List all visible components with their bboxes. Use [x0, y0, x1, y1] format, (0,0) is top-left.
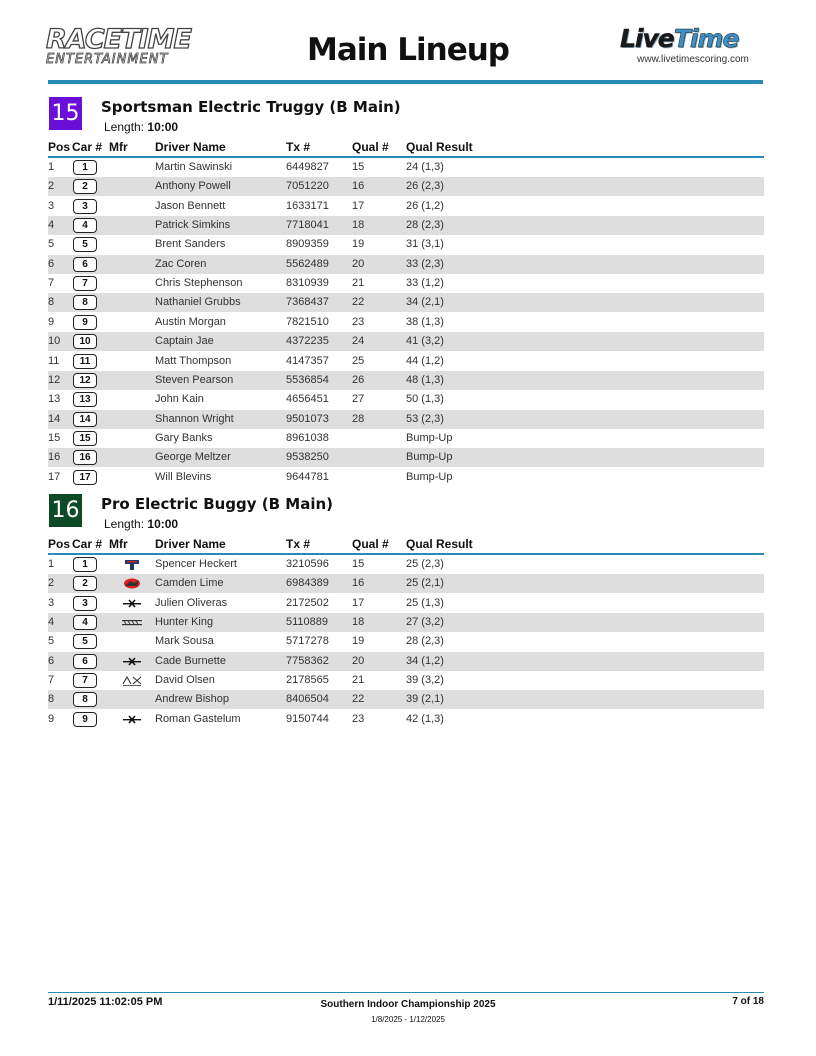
mfr-empty: [121, 413, 143, 426]
lineup-row: [48, 632, 764, 651]
row-pos: 17: [48, 470, 61, 483]
transponder-number: 2172502: [286, 596, 329, 609]
qual-number: 24: [352, 335, 365, 348]
transponder-number: 9501073: [286, 412, 329, 425]
race-length-value: 10:00: [147, 120, 179, 134]
qual-result: 26 (2,3): [406, 180, 444, 193]
qual-number: 25: [352, 354, 365, 367]
transponder-number: 5110889: [286, 616, 329, 629]
row-pos: 10: [48, 335, 61, 348]
lineup-row: [48, 410, 764, 429]
driver-name: Andrew Bishop: [155, 693, 229, 706]
tekno-icon: [121, 616, 143, 629]
transponder-number: 8406504: [286, 693, 329, 706]
row-pos: 1: [48, 161, 55, 173]
car-number-badge: 3: [73, 596, 97, 611]
transponder-number: 8961038: [286, 431, 329, 444]
transponder-number: 7821510: [286, 315, 329, 328]
lineup-row: [48, 468, 764, 487]
lineup-row: [48, 293, 764, 312]
row-pos: 8: [48, 693, 55, 706]
race-title: Pro Electric Buggy (B Main): [101, 495, 334, 513]
car-number-badge: 2: [73, 179, 97, 194]
driver-name: Hunter King: [155, 616, 214, 629]
column-header-mfr: Mfr: [109, 537, 128, 551]
livetime-url: www.livetimescoring.com: [637, 54, 749, 65]
qual-result: 39 (2,1): [406, 693, 444, 706]
mfr-empty: [121, 316, 143, 329]
mfr-empty: [121, 258, 143, 271]
lineup-row: [48, 671, 764, 690]
car-number-badge: 6: [73, 257, 97, 272]
driver-name: Anthony Powell: [155, 180, 231, 193]
transponder-number: 4372235: [286, 335, 329, 348]
column-header-pos: Pos: [48, 140, 71, 154]
driver-name: Will Blevins: [155, 470, 212, 483]
qual-result: 24 (1,3): [406, 161, 444, 173]
mfr-empty: [121, 161, 143, 174]
transponder-number: 2178565: [286, 674, 329, 687]
team-associated-icon: [121, 558, 143, 571]
race-length: [104, 120, 178, 134]
qual-result: 28 (2,3): [406, 635, 444, 648]
transponder-number: 7368437: [286, 296, 329, 309]
lineup-row: [48, 332, 764, 351]
lineup-row: [48, 555, 764, 574]
column-header-car: Car #: [72, 140, 103, 154]
axial-icon: [121, 674, 143, 687]
transponder-number: 1633171: [286, 199, 329, 212]
lineup-row: [48, 177, 764, 196]
footer-event-dates: 1/8/2025 - 1/12/2025: [371, 1015, 445, 1024]
qual-result: 27 (3,2): [406, 616, 444, 629]
column-header-qual: Qual #: [352, 537, 389, 551]
row-pos: 5: [48, 635, 55, 648]
livetime-logo: [620, 24, 766, 65]
car-number-badge: 10: [73, 334, 97, 349]
driver-name: Steven Pearson: [155, 373, 234, 386]
row-pos: 13: [48, 393, 61, 406]
logo-left-line2: ENTERTAINMENT: [46, 52, 169, 67]
mfr-empty: [121, 200, 143, 213]
header-divider: [48, 80, 763, 84]
column-header-car: Car #: [72, 537, 103, 551]
qual-result: 33 (1,2): [406, 277, 444, 290]
transponder-number: 5717278: [286, 635, 329, 648]
lineup-row: [48, 255, 764, 274]
car-number-badge: 5: [73, 237, 97, 252]
qual-number: 22: [352, 693, 365, 706]
driver-name: Shannon Wright: [155, 412, 234, 425]
mfr-empty: [121, 451, 143, 464]
driver-name: Cade Burnette: [155, 654, 226, 667]
logo-left-line1: RACETIME: [46, 24, 191, 55]
car-number-badge: 15: [73, 431, 97, 446]
xray-icon: [121, 597, 143, 610]
driver-name: David Olsen: [155, 674, 215, 687]
column-header-result: Qual Result: [406, 140, 473, 154]
car-number-badge: 9: [73, 315, 97, 330]
qual-result: 53 (2,3): [406, 412, 444, 425]
race-number-badge: 16: [49, 494, 82, 527]
mfr-empty: [121, 432, 143, 445]
qual-result: 28 (2,3): [406, 219, 444, 232]
row-pos: 14: [48, 412, 61, 425]
car-number-badge: 1: [73, 160, 97, 175]
qual-number: 23: [352, 315, 365, 328]
lineup-row: [48, 690, 764, 709]
column-header-tx: Tx #: [286, 140, 311, 154]
driver-name: Patrick Simkins: [155, 219, 231, 232]
transponder-number: 7051220: [286, 180, 329, 193]
row-pos: 3: [48, 596, 55, 609]
row-pos: 15: [48, 431, 61, 444]
qual-result: 41 (3,2): [406, 335, 444, 348]
qual-number: 15: [352, 161, 365, 173]
lineup-row: [48, 216, 764, 235]
driver-name: Mark Sousa: [155, 635, 214, 648]
driver-name: Matt Thompson: [155, 354, 232, 367]
qual-number: 21: [352, 277, 365, 290]
qual-number: 26: [352, 373, 365, 386]
logo-right-b: Time: [673, 24, 739, 53]
qual-result: 50 (1,3): [406, 393, 444, 406]
transponder-number: 8310939: [286, 277, 329, 290]
row-pos: 1: [48, 558, 55, 570]
car-number-badge: 8: [73, 295, 97, 310]
row-pos: 9: [48, 315, 55, 328]
qual-number: 16: [352, 577, 365, 590]
car-number-badge: 5: [73, 634, 97, 649]
qual-result: 44 (1,2): [406, 354, 444, 367]
driver-name: Julien Oliveras: [155, 596, 228, 609]
car-number-badge: 17: [73, 470, 97, 485]
race-length-value: 10:00: [147, 517, 179, 531]
car-number-badge: 4: [73, 218, 97, 233]
xray-icon: [121, 713, 143, 726]
transponder-number: 9150744: [286, 712, 329, 725]
qual-result: 34 (1,2): [406, 654, 444, 667]
row-pos: 2: [48, 180, 55, 193]
logo-right-a: Live: [620, 24, 674, 53]
qual-number: 20: [352, 654, 365, 667]
race-length-label: Length:: [104, 517, 145, 531]
race-length: [104, 517, 178, 531]
qual-result: 39 (3,2): [406, 674, 444, 687]
livetime-wordmark: [620, 24, 766, 53]
qual-number: 15: [352, 558, 365, 570]
row-pos: 6: [48, 654, 55, 667]
column-header-tx: Tx #: [286, 537, 311, 551]
qual-number: 19: [352, 635, 365, 648]
row-pos: 11: [48, 354, 60, 367]
car-number-badge: 2: [73, 576, 97, 591]
lineup-row: [48, 574, 764, 593]
row-pos: 8: [48, 296, 55, 309]
qual-number: 18: [352, 219, 365, 232]
driver-name: Gary Banks: [155, 431, 213, 444]
driver-name: Martin Sawinski: [155, 161, 233, 173]
driver-name: Camden Lime: [155, 577, 224, 590]
qual-number: 17: [352, 199, 365, 212]
footer-event-name: Southern Indoor Championship 2025: [320, 999, 496, 1010]
car-number-badge: 7: [73, 276, 97, 291]
mfr-empty: [121, 296, 143, 309]
qual-result: Bump-Up: [406, 470, 453, 483]
mfr-empty: [121, 393, 143, 406]
lineup-row: [48, 390, 764, 409]
driver-name: Roman Gastelum: [155, 712, 241, 725]
transponder-number: 9644781: [286, 470, 329, 483]
column-header-qual: Qual #: [352, 140, 389, 154]
mfr-empty: [121, 635, 143, 648]
qual-number: 20: [352, 257, 365, 270]
driver-name: Zac Coren: [155, 257, 207, 270]
transponder-number: 3210596: [286, 558, 329, 570]
qual-number: 18: [352, 616, 365, 629]
qual-result: 34 (2,1): [406, 296, 444, 309]
transponder-number: 4656451: [286, 393, 329, 406]
qual-result: 31 (3,1): [406, 238, 444, 251]
mfr-empty: [121, 355, 143, 368]
row-pos: 5: [48, 238, 55, 251]
qual-result: Bump-Up: [406, 451, 453, 464]
qual-number: 28: [352, 412, 365, 425]
lineup-row: [48, 352, 764, 371]
row-pos: 12: [48, 373, 61, 386]
lineup-row: [48, 613, 764, 632]
car-number-badge: 7: [73, 673, 97, 688]
lineup-row: [48, 158, 764, 177]
column-header-result: Qual Result: [406, 537, 473, 551]
footer-page-number: 7 of 18: [732, 996, 764, 1007]
qual-number: 17: [352, 596, 365, 609]
driver-name: Brent Sanders: [155, 238, 226, 251]
mfr-empty: [121, 277, 143, 290]
car-number-badge: 11: [73, 354, 97, 369]
lineup-row: [48, 371, 764, 390]
lineup-row: [48, 448, 764, 467]
qual-number: 21: [352, 674, 365, 687]
transponder-number: 8909359: [286, 238, 329, 251]
lineup-row: [48, 313, 764, 332]
race-title: Sportsman Electric Truggy (B Main): [101, 98, 401, 116]
page-title: Main Lineup: [307, 32, 509, 68]
qual-number: 23: [352, 712, 365, 725]
qual-result: 25 (1,3): [406, 596, 444, 609]
xray-icon: [121, 655, 143, 668]
qual-result: 48 (1,3): [406, 373, 444, 386]
mfr-empty: [121, 335, 143, 348]
qual-result: 26 (1,2): [406, 199, 444, 212]
car-number-badge: 13: [73, 392, 97, 407]
row-pos: 2: [48, 577, 55, 590]
car-number-badge: 8: [73, 692, 97, 707]
car-number-badge: 4: [73, 615, 97, 630]
transponder-number: 7718041: [286, 219, 329, 232]
lineup-row: [48, 710, 764, 729]
car-number-badge: 3: [73, 199, 97, 214]
transponder-number: 6984389: [286, 577, 329, 590]
mfr-empty: [121, 238, 143, 251]
transponder-number: 5562489: [286, 257, 329, 270]
lineup-row: [48, 429, 764, 448]
driver-name: Spencer Heckert: [155, 558, 237, 570]
car-number-badge: 1: [73, 557, 97, 572]
qual-number: 16: [352, 180, 365, 193]
driver-name: Chris Stephenson: [155, 277, 243, 290]
race-number-badge: 15: [49, 97, 82, 130]
lineup-row: [48, 274, 764, 293]
row-pos: 3: [48, 199, 55, 212]
row-pos: 4: [48, 219, 55, 232]
race-length-label: Length:: [104, 120, 145, 134]
driver-name: Austin Morgan: [155, 315, 226, 328]
lineup-row: [48, 594, 764, 613]
transponder-number: 6449827: [286, 161, 329, 173]
mfr-empty: [121, 219, 143, 232]
footer-divider: [48, 992, 764, 993]
car-number-badge: 9: [73, 712, 97, 727]
mfr-empty: [121, 374, 143, 387]
row-pos: 7: [48, 674, 55, 687]
driver-name: John Kain: [155, 393, 204, 406]
driver-name: Captain Jae: [155, 335, 214, 348]
qual-number: 19: [352, 238, 365, 251]
transponder-number: 9538250: [286, 451, 329, 464]
driver-name: Nathaniel Grubbs: [155, 296, 241, 309]
lineup-row: [48, 652, 764, 671]
car-number-badge: 6: [73, 654, 97, 669]
qual-result: Bump-Up: [406, 431, 453, 444]
lineup-row: [48, 235, 764, 254]
qual-result: 25 (2,3): [406, 558, 444, 570]
row-pos: 6: [48, 257, 55, 270]
car-number-badge: 14: [73, 412, 97, 427]
row-pos: 16: [48, 451, 61, 464]
qual-result: 38 (1,3): [406, 315, 444, 328]
row-pos: 4: [48, 616, 55, 629]
lineup-table-header: [48, 535, 764, 555]
lineup-row: [48, 197, 764, 216]
mfr-empty: [121, 471, 143, 484]
lineup-table-header: [48, 138, 764, 158]
qual-number: 27: [352, 393, 365, 406]
column-header-driver: Driver Name: [155, 140, 226, 154]
car-number-badge: 12: [73, 373, 97, 388]
mfr-empty: [121, 180, 143, 193]
footer-timestamp: 1/11/2025 11:02:05 PM: [48, 996, 163, 1008]
transponder-number: 7758362: [286, 654, 329, 667]
qual-result: 25 (2,1): [406, 577, 444, 590]
driver-name: George Meltzer: [155, 451, 231, 464]
transponder-number: 5536854: [286, 373, 329, 386]
column-header-mfr: Mfr: [109, 140, 128, 154]
red-bull-icon: [121, 577, 143, 590]
column-header-driver: Driver Name: [155, 537, 226, 551]
qual-result: 42 (1,3): [406, 712, 444, 725]
mfr-empty: [121, 693, 143, 706]
car-number-badge: 16: [73, 450, 97, 465]
transponder-number: 4147357: [286, 354, 329, 367]
qual-result: 33 (2,3): [406, 257, 444, 270]
driver-name: Jason Bennett: [155, 199, 226, 212]
column-header-pos: Pos: [48, 537, 71, 551]
qual-number: 22: [352, 296, 365, 309]
row-pos: 9: [48, 712, 55, 725]
row-pos: 7: [48, 277, 55, 290]
